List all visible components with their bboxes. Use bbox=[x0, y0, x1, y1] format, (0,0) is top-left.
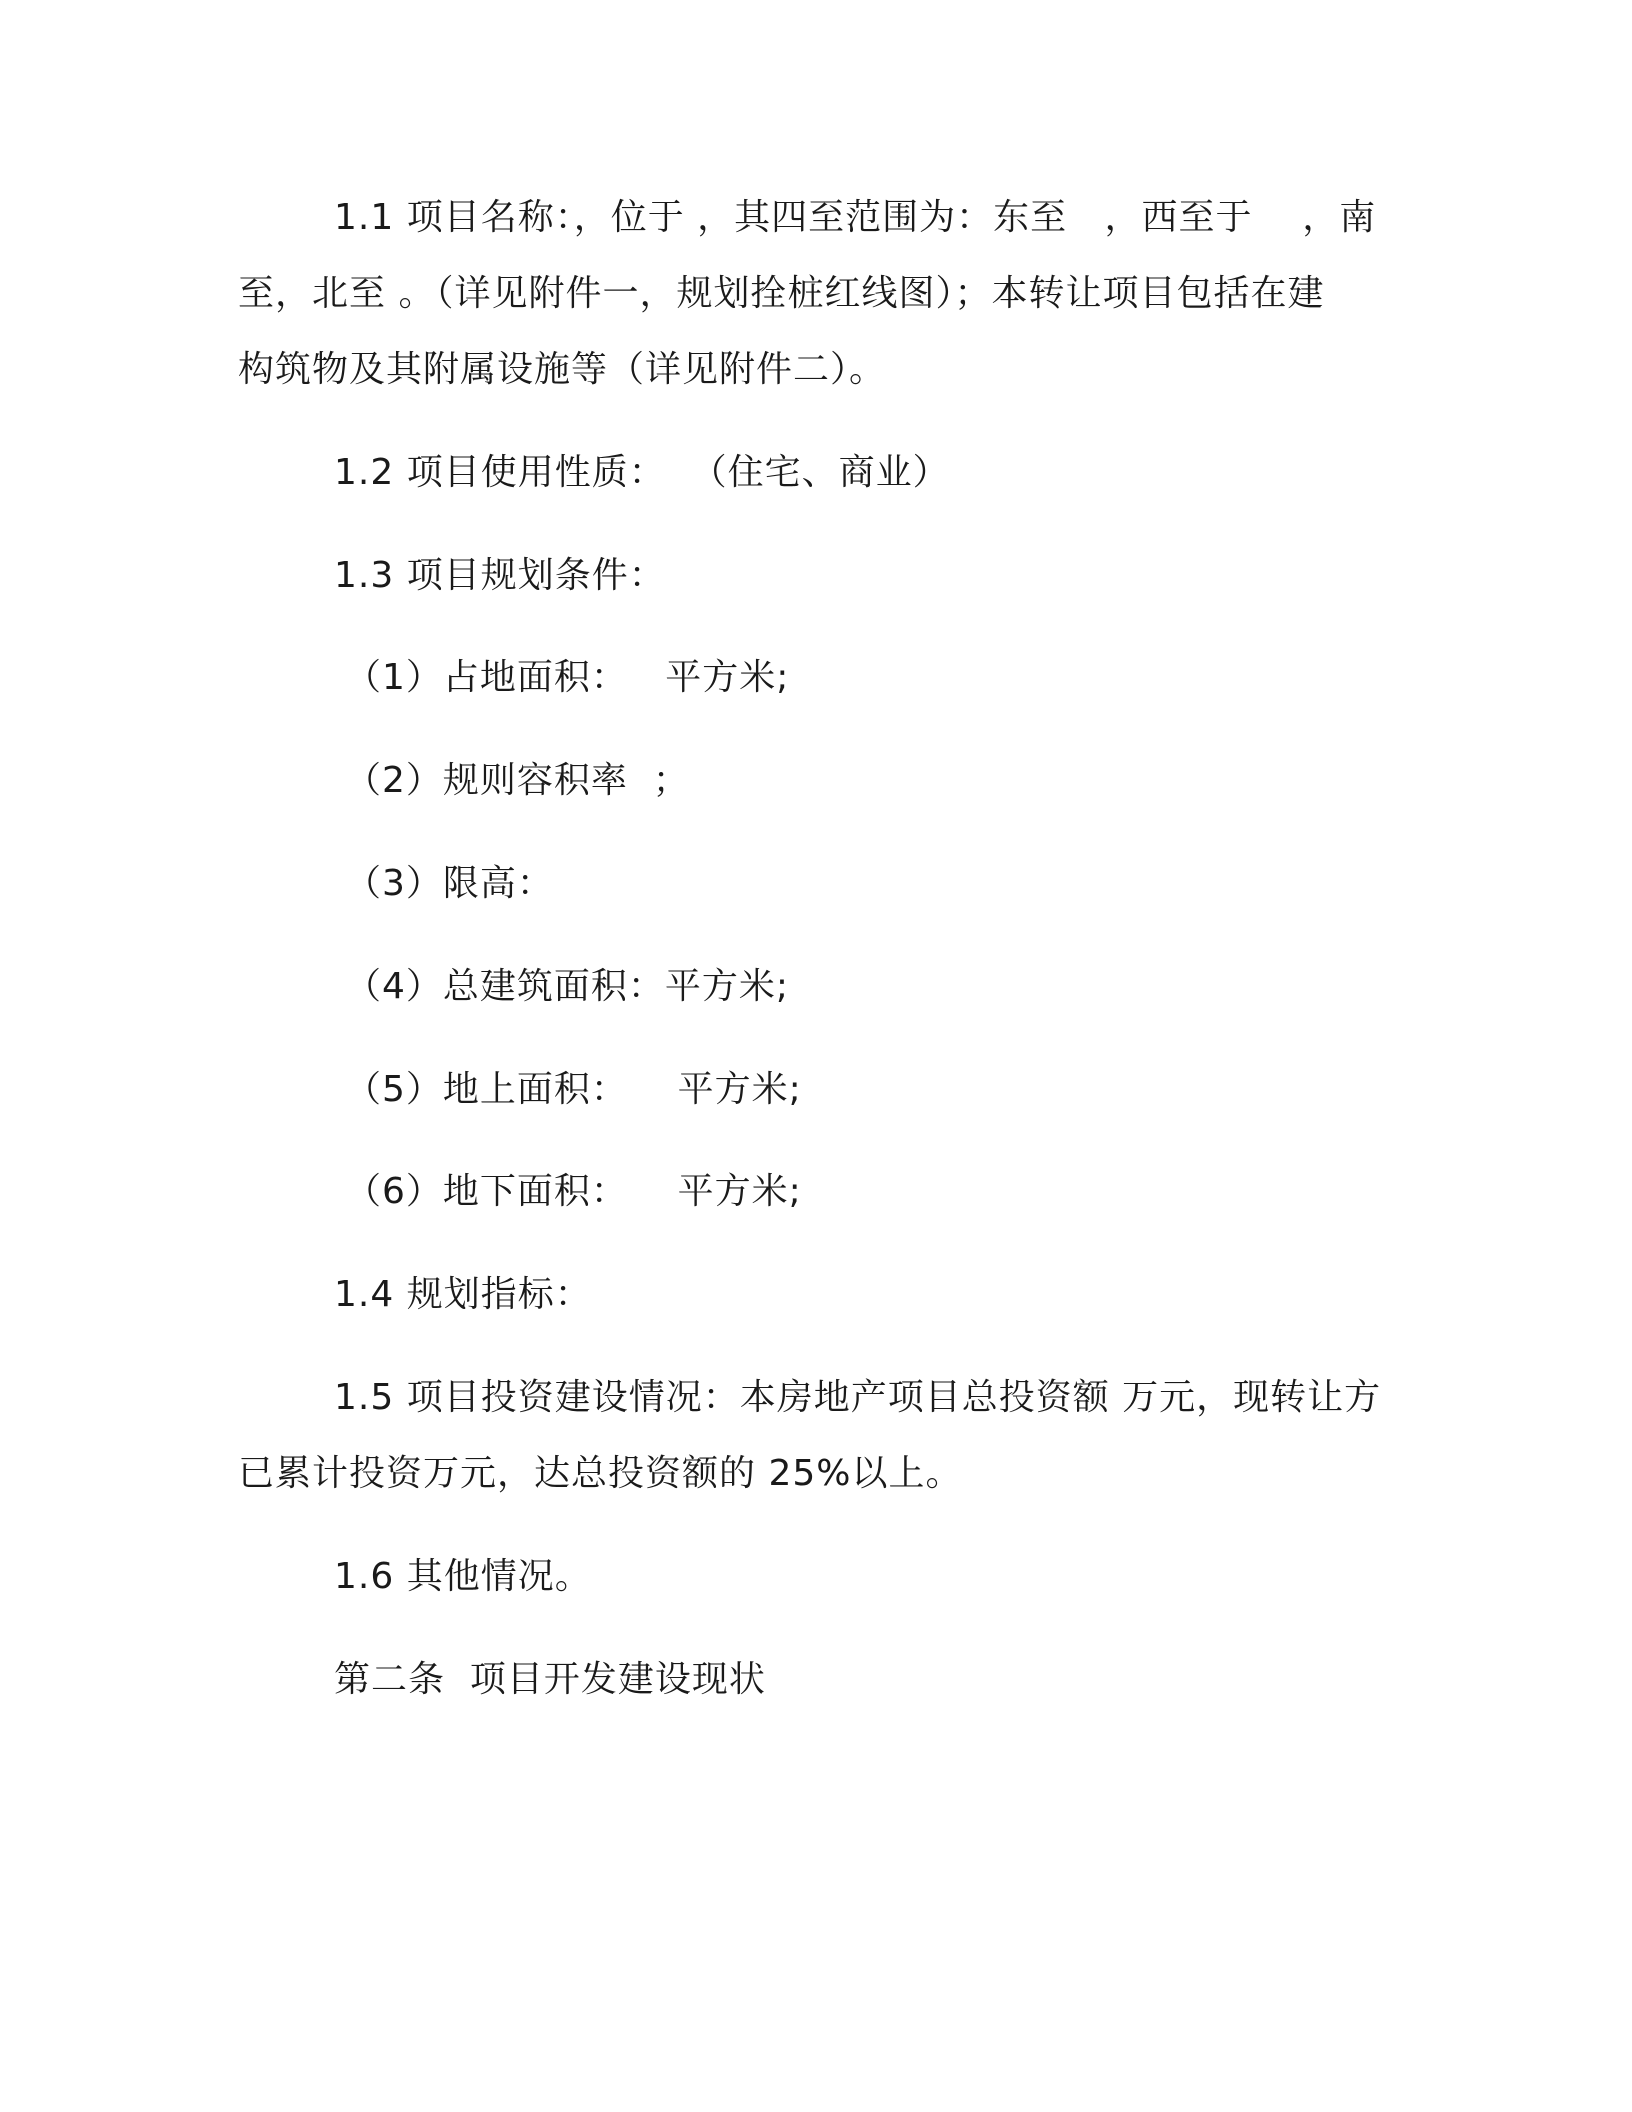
condition-item: （3）限高： bbox=[345, 863, 554, 904]
para-1-1-line-3: 构筑物及其附属设施等（详见附件二）。 bbox=[238, 349, 887, 390]
condition-item: （1）占地面积： 平方米; bbox=[345, 657, 790, 698]
para-1-1-line-2: 至，北至 。（详见附件一，规划拴桩红线图）；本转让项目包括在建 bbox=[238, 273, 1325, 314]
condition-item: （5）地上面积： 平方米; bbox=[345, 1069, 802, 1110]
para-1-4: 1.4 规划指标： bbox=[334, 1274, 592, 1315]
condition-item: （4）总建筑面积：平方米; bbox=[345, 966, 790, 1007]
para-1-6: 1.6 其他情况。 bbox=[334, 1556, 592, 1597]
para-1-3: 1.3 项目规划条件： bbox=[334, 555, 666, 596]
para-1-2: 1.2 项目使用性质： （住宅、商业） bbox=[334, 452, 950, 493]
para-1-5-line-1: 1.5 项目投资建设情况：本房地产项目总投资额 万元，现转让方 bbox=[334, 1377, 1382, 1418]
condition-item: （6）地下面积： 平方米; bbox=[345, 1171, 802, 1212]
condition-item: （2）规则容积率 ； bbox=[345, 760, 690, 801]
para-1-5-line-2: 已累计投资万元，达总投资额的 25%以上。 bbox=[238, 1453, 963, 1494]
article-2-heading: 第二条 项目开发建设现状 bbox=[334, 1659, 766, 1700]
para-1-1-line-1: 1.1 项目名称：，位于 ，其四至范围为：东至 ，西至于 ，南 bbox=[334, 197, 1377, 238]
